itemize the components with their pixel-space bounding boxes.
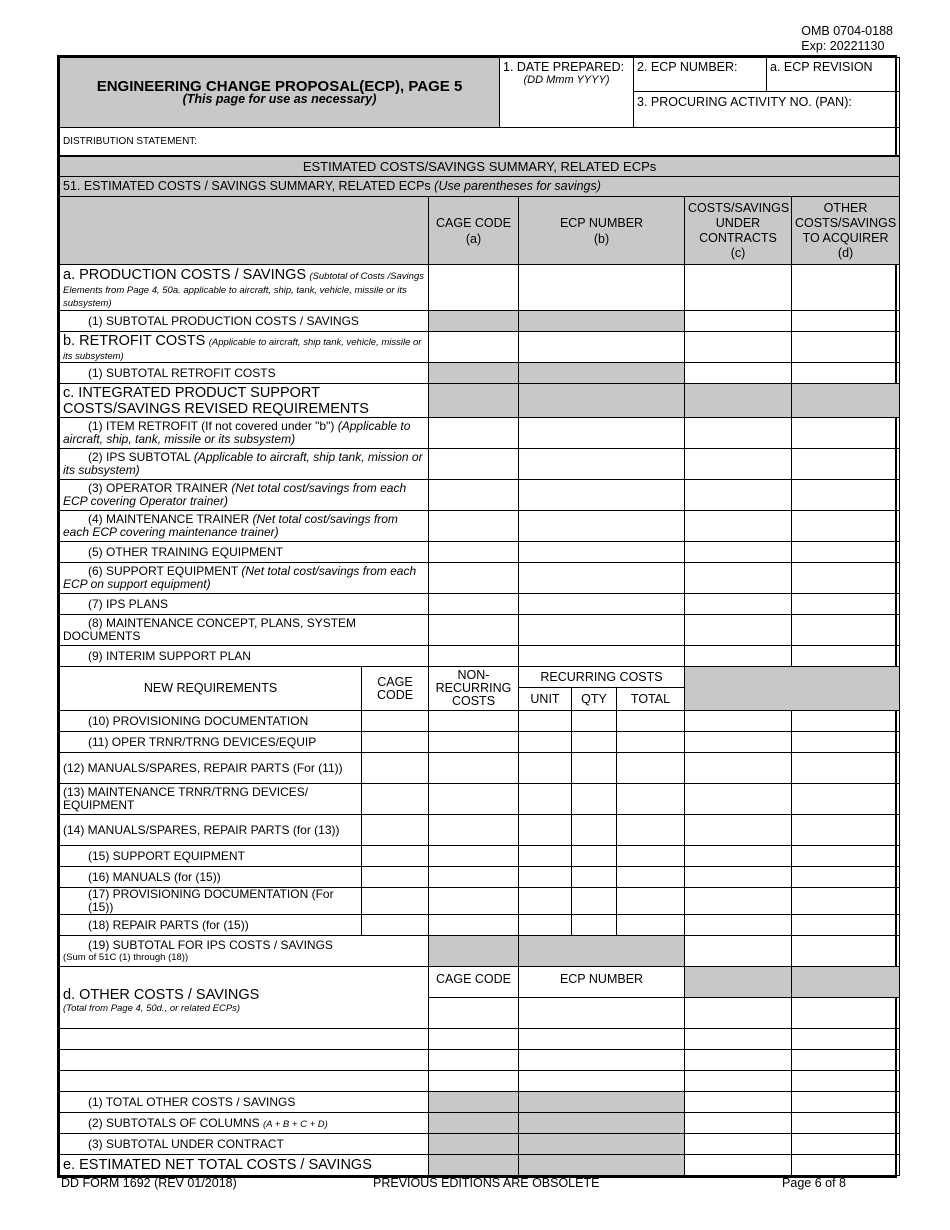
form-number: DD FORM 1692 (REV 01/2018) [61,1176,237,1190]
shaded-cell [792,384,900,418]
input-cell[interactable] [685,1029,792,1050]
non-recurring-header: NON-RECURRING COSTS [429,667,519,711]
new-req-item-label: (14) MANUALS/SPARES, REPAIR PARTS (for (13)) [60,815,362,846]
input-cell[interactable] [792,888,900,915]
input-cell[interactable] [519,563,685,594]
input-cell[interactable] [572,867,617,888]
input-cell[interactable] [429,1029,519,1050]
shaded-cell [519,936,685,967]
input-cell[interactable] [519,753,572,784]
col-d-sub: (d) [837,245,854,260]
recurring-costs-header: RECURRING COSTS [519,667,685,688]
input-cell[interactable] [792,915,900,936]
input-cell[interactable] [792,311,900,332]
table-row [60,753,900,784]
row-c2-note: (Applicable to aircraft, ship tank, mission or its subsystem) [63,450,423,477]
input-cell[interactable] [429,1071,519,1092]
date-prepared-label: 1. DATE PREPARED: [503,60,625,74]
col-header-cage-code [429,197,519,265]
input-cell[interactable] [792,615,900,646]
row-c19-title: (19) SUBTOTAL FOR IPS COSTS / SAVINGS [88,938,333,952]
input-cell[interactable] [519,449,685,480]
row-c1-label [60,418,429,449]
row-d-label [60,967,429,1029]
input-cell[interactable] [60,1071,429,1092]
d-cage-code-header: CAGE CODE [429,967,519,998]
input-cell[interactable] [685,711,792,732]
shaded-cell [519,311,685,332]
input-cell[interactable] [429,563,519,594]
shaded-cell [519,363,685,384]
row-c4-title: (4) MAINTENANCE TRAINER [88,512,250,526]
input-cell[interactable] [685,1071,792,1092]
col-a-label: CAGE CODE [435,215,511,230]
section-51-title [60,177,900,197]
row-c6-title: (6) SUPPORT EQUIPMENT [88,564,239,578]
table-row [60,449,900,480]
row-d-note: (Total from Page 4, 50d., or related ECPs) [63,1003,241,1014]
shaded-cell [429,936,519,967]
col-a-sub: (a) [465,231,482,246]
shaded-cell [519,1092,685,1113]
input-cell[interactable] [519,615,685,646]
new-req-item-label: (15) SUPPORT EQUIPMENT [60,846,362,867]
input-cell[interactable] [362,732,429,753]
ecp-form [57,55,897,1178]
col-header-other-costs [792,197,900,265]
input-cell[interactable] [362,888,429,915]
row-c6-label [60,563,429,594]
row-c6-note: (Net total cost/savings from each ECP on support equipment) [63,564,417,591]
table-row [60,594,900,615]
input-cell[interactable] [429,480,519,511]
new-req-item-label: (17) PROVISIONING DOCUMENTATION (For (15)) [60,888,362,915]
input-cell[interactable] [792,480,900,511]
input-cell[interactable] [60,1050,429,1071]
table-row [60,1029,900,1050]
input-cell[interactable] [617,753,685,784]
col-header-ecp-number [519,197,685,265]
input-cell[interactable] [429,784,519,815]
input-cell[interactable] [617,888,685,915]
input-cell[interactable] [519,915,572,936]
input-cell[interactable] [685,563,792,594]
input-cell[interactable] [792,363,900,384]
input-cell[interactable] [572,753,617,784]
input-cell[interactable] [617,815,685,846]
row-b-title: b. RETROFIT COSTS [63,332,206,349]
shaded-cell [685,667,900,711]
input-cell[interactable] [792,732,900,753]
form-title-cell [60,58,500,128]
table-row [60,815,900,846]
input-cell[interactable] [792,332,900,363]
table-row [60,888,900,915]
table-row [60,846,900,867]
input-cell[interactable] [685,265,792,311]
input-cell[interactable] [685,753,792,784]
row-c4-note: (Net total cost/savings from each ECP covering maintenance trainer) [63,512,398,539]
new-req-item-label: (13) MAINTENANCE TRNR/TRNG DEVICES/ EQUIPMENT [60,784,362,815]
form-header [59,57,900,156]
page-number: Page 6 of 8 [782,1176,846,1190]
input-cell[interactable] [572,846,617,867]
input-cell[interactable] [429,815,519,846]
input-cell[interactable] [519,711,572,732]
section-51-note: (Use parentheses for savings) [434,179,601,193]
input-cell[interactable] [429,646,519,667]
qty-header: QTY [572,688,617,711]
input-cell[interactable] [685,542,792,563]
table-row [60,615,900,646]
table-row [60,915,900,936]
input-cell[interactable] [617,732,685,753]
ecp-number-label: 2. ECP NUMBER: [637,60,738,74]
input-cell[interactable] [792,1155,900,1176]
input-cell[interactable] [685,480,792,511]
input-cell[interactable] [617,711,685,732]
form-title: ENGINEERING CHANGE PROPOSAL(ECP), PAGE 5 [96,77,463,95]
input-cell[interactable] [685,363,792,384]
table-row [60,384,900,418]
row-d2-label [60,1113,429,1134]
input-cell[interactable] [685,888,792,915]
ecp-revision-label: a. ECP REVISION [770,60,873,74]
shaded-cell [429,384,519,418]
row-c1-title: (1) ITEM RETROFIT (If not covered under "b") [88,419,335,433]
input-cell[interactable] [429,449,519,480]
row-c3-label [60,480,429,511]
input-cell[interactable] [572,711,617,732]
new-req-item-label: (12) MANUALS/SPARES, REPAIR PARTS (For (11)) [60,753,362,784]
omb-block [801,24,893,54]
input-cell[interactable] [429,332,519,363]
omb-number: OMB 0704-0188 [801,24,893,38]
input-cell[interactable] [685,732,792,753]
input-cell[interactable] [519,888,572,915]
row-c7-label: (7) IPS PLANS [60,594,429,615]
table-row [60,265,900,311]
table-row [60,363,900,384]
table-row [60,332,900,363]
shaded-cell [429,1134,519,1155]
shaded-cell [519,1113,685,1134]
input-cell[interactable] [685,998,792,1029]
input-cell[interactable] [792,936,900,967]
input-cell[interactable] [519,594,685,615]
shaded-cell [792,967,900,998]
row-c9-label: (9) INTERIM SUPPORT PLAN [60,646,429,667]
table-row [60,936,900,967]
input-cell[interactable] [792,1029,900,1050]
input-cell[interactable] [519,998,685,1029]
new-req-item-label: (11) OPER TRNR/TRNG DEVICES/EQUIP [60,732,362,753]
column-header-blank [60,197,429,265]
input-cell[interactable] [685,936,792,967]
col-b-label: ECP NUMBER [559,215,644,230]
table-row [60,1071,900,1092]
input-cell[interactable] [792,594,900,615]
input-cell[interactable] [362,815,429,846]
col-d-label: OTHER COSTS/SAVINGS TO ACQUIRER [795,200,897,245]
input-cell[interactable] [429,265,519,311]
input-cell[interactable] [519,732,572,753]
cost-summary-table [59,156,900,1176]
input-cell[interactable] [429,888,519,915]
input-cell[interactable] [792,998,900,1029]
input-cell[interactable] [792,753,900,784]
input-cell[interactable] [429,867,519,888]
input-cell[interactable] [792,449,900,480]
table-row [60,480,900,511]
pan-field[interactable] [634,92,900,128]
shaded-cell [429,1113,519,1134]
input-cell[interactable] [685,615,792,646]
input-cell[interactable] [519,784,572,815]
row-a-note: (Subtotal of Costs /Savings Elements from Page 4, 50a. applicable to aircraft, ship, tank, vehicle, missile or its subsystem) [63,270,424,309]
input-cell[interactable] [685,915,792,936]
row-d2-title: (2) SUBTOTALS OF COLUMNS [88,1115,260,1130]
input-cell[interactable] [429,542,519,563]
row-d-title: d. OTHER COSTS / SAVINGS [63,987,260,1003]
row-c2-label [60,449,429,480]
input-cell[interactable] [792,711,900,732]
input-cell[interactable] [362,867,429,888]
input-cell[interactable] [617,784,685,815]
date-prepared-field[interactable] [500,58,634,128]
shaded-cell [519,1155,685,1176]
table-row [60,784,900,815]
table-row [60,1155,900,1176]
input-cell[interactable] [685,332,792,363]
col-c-label: COSTS/SAVINGS UNDER CONTRACTS [688,200,790,245]
distribution-label: DISTRIBUTION STATEMENT: [63,136,198,147]
new-req-cage-header: CAGE CODE [362,667,429,711]
input-cell[interactable] [429,732,519,753]
input-cell[interactable] [792,1113,900,1134]
input-cell[interactable] [685,646,792,667]
row-d2-note: (A + B + C + D) [262,1118,328,1130]
row-c3-note: (Net total cost/savings from each ECP covering Operator trainer) [63,481,407,508]
input-cell[interactable] [429,418,519,449]
input-cell[interactable] [519,1071,685,1092]
input-cell[interactable] [792,784,900,815]
input-cell[interactable] [792,1134,900,1155]
shaded-cell [429,311,519,332]
input-cell[interactable] [519,1050,685,1071]
new-req-item-label: (18) REPAIR PARTS (for (15)) [60,915,362,936]
table-row [60,511,900,542]
row-a-label [60,265,429,311]
input-cell[interactable] [429,711,519,732]
input-cell[interactable] [685,784,792,815]
input-cell[interactable] [429,615,519,646]
col-header-costs-under-contracts [685,197,792,265]
input-cell[interactable] [429,915,519,936]
form-subtitle: (This page for use as necessary) [182,91,377,106]
row-a1-label: (1) SUBTOTAL PRODUCTION COSTS / SAVINGS [60,311,429,332]
input-cell[interactable] [792,265,900,311]
input-cell[interactable] [572,915,617,936]
row-c4-label [60,511,429,542]
row-b1-label: (1) SUBTOTAL RETROFIT COSTS [60,363,429,384]
input-cell[interactable] [519,332,685,363]
input-cell[interactable] [685,815,792,846]
input-cell[interactable] [519,1029,685,1050]
input-cell[interactable] [685,846,792,867]
input-cell[interactable] [519,815,572,846]
input-cell[interactable] [685,594,792,615]
pan-label: 3. PROCURING ACTIVITY NO. (PAN): [637,95,852,109]
row-c1-note: (Applicable to aircraft, ship, tank, missile or its subsystem) [63,419,411,446]
input-cell[interactable] [429,1050,519,1071]
input-cell[interactable] [429,846,519,867]
new-requirements-header: NEW REQUIREMENTS [60,667,362,711]
input-cell[interactable] [519,480,685,511]
input-cell[interactable] [519,511,685,542]
d-ecp-number-header: ECP NUMBER [519,967,685,998]
input-cell[interactable] [792,1092,900,1113]
input-cell[interactable] [792,846,900,867]
ecp-number-field[interactable] [634,58,767,92]
input-cell[interactable] [792,511,900,542]
row-e-label: e. ESTIMATED NET TOTAL COSTS / SAVINGS [60,1155,429,1176]
input-cell[interactable] [685,1113,792,1134]
input-cell[interactable] [685,418,792,449]
table-row [60,418,900,449]
shaded-cell [519,1134,685,1155]
input-cell[interactable] [685,1092,792,1113]
row-c19-label [60,936,429,967]
table-row [60,1134,900,1155]
col-b-sub: (b) [593,231,610,246]
input-cell[interactable] [519,646,685,667]
input-cell[interactable] [362,784,429,815]
input-cell[interactable] [792,418,900,449]
row-c-label: c. INTEGRATED PRODUCT SUPPORT COSTS/SAVINGS REVISED REQUIREMENTS [60,384,429,418]
input-cell[interactable] [572,815,617,846]
table-row [60,1092,900,1113]
shaded-cell [519,384,685,418]
editions-notice: PREVIOUS EDITIONS ARE OBSOLETE [373,1176,600,1190]
shaded-cell [685,384,792,418]
new-req-item-label: (16) MANUALS (for (15)) [60,867,362,888]
input-cell[interactable] [519,542,685,563]
table-row [60,563,900,594]
input-cell[interactable] [792,563,900,594]
input-cell[interactable] [685,1155,792,1176]
table-row [60,542,900,563]
table-row [60,867,900,888]
table-row [60,1050,900,1071]
row-d3-label: (3) SUBTOTAL UNDER CONTRACT [60,1134,429,1155]
table-row [60,732,900,753]
input-cell[interactable] [617,915,685,936]
table-row [60,711,900,732]
input-cell[interactable] [792,867,900,888]
new-requirements-rows [60,711,900,936]
date-format-hint: (DD Mmm YYYY) [523,74,610,86]
unit-header: UNIT [519,688,572,711]
input-cell[interactable] [685,867,792,888]
row-c19-note: (Sum of 51C (1) through (18)) [63,952,189,963]
row-c8-label [60,615,429,646]
input-cell[interactable] [429,594,519,615]
row-c5-label: (5) OTHER TRAINING EQUIPMENT [60,542,429,563]
table-row [60,1113,900,1134]
input-cell[interactable] [792,1071,900,1092]
input-cell[interactable] [362,915,429,936]
input-cell[interactable] [792,646,900,667]
distribution-statement-field[interactable] [60,128,900,156]
input-cell[interactable] [685,311,792,332]
input-cell[interactable] [362,846,429,867]
table-row [60,646,900,667]
input-cell[interactable] [792,1050,900,1071]
row-b-note: (Applicable to aircraft, ship tank, vehicle, missile or its subsystem) [63,336,422,362]
row-b-label [60,332,429,363]
shaded-cell [429,363,519,384]
section-band: ESTIMATED COSTS/SAVINGS SUMMARY, RELATED ECPs [60,157,900,177]
input-cell[interactable] [519,867,572,888]
row-c8-title: (8) MAINTENANCE CONCEPT, PLANS, SYSTEM DOCUMENTS [63,616,357,643]
new-req-item-label: (10) PROVISIONING DOCUMENTATION [60,711,362,732]
input-cell[interactable] [685,511,792,542]
input-cell[interactable] [685,1050,792,1071]
shaded-cell [429,1092,519,1113]
row-a-title: a. PRODUCTION COSTS / SAVINGS [63,266,307,283]
input-cell[interactable] [685,449,792,480]
input-cell[interactable] [572,888,617,915]
input-cell[interactable] [617,846,685,867]
input-cell[interactable] [362,711,429,732]
input-cell[interactable] [685,1134,792,1155]
input-cell[interactable] [792,542,900,563]
input-cell[interactable] [519,265,685,311]
input-cell[interactable] [362,753,429,784]
shaded-cell [685,967,792,998]
input-cell[interactable] [617,867,685,888]
shaded-cell [429,1155,519,1176]
input-cell[interactable] [572,784,617,815]
col-c-sub: (c) [730,245,746,260]
input-cell[interactable] [429,511,519,542]
input-cell[interactable] [519,418,685,449]
omb-expiration: Exp: 20221130 [801,39,885,53]
ecp-revision-field[interactable] [767,58,900,92]
row-c2-title: (2) IPS SUBTOTAL [88,450,191,464]
input-cell[interactable] [429,753,519,784]
input-cell[interactable] [429,998,519,1029]
table-row [60,311,900,332]
section-51-label: 51. ESTIMATED COSTS / SAVINGS SUMMARY, RELATED ECPs [63,179,431,193]
row-d1-label: (1) TOTAL OTHER COSTS / SAVINGS [60,1092,429,1113]
total-header: TOTAL [617,688,685,711]
input-cell[interactable] [519,846,572,867]
row-c3-title: (3) OPERATOR TRAINER [88,481,229,495]
input-cell[interactable] [60,1029,429,1050]
input-cell[interactable] [572,732,617,753]
input-cell[interactable] [792,815,900,846]
